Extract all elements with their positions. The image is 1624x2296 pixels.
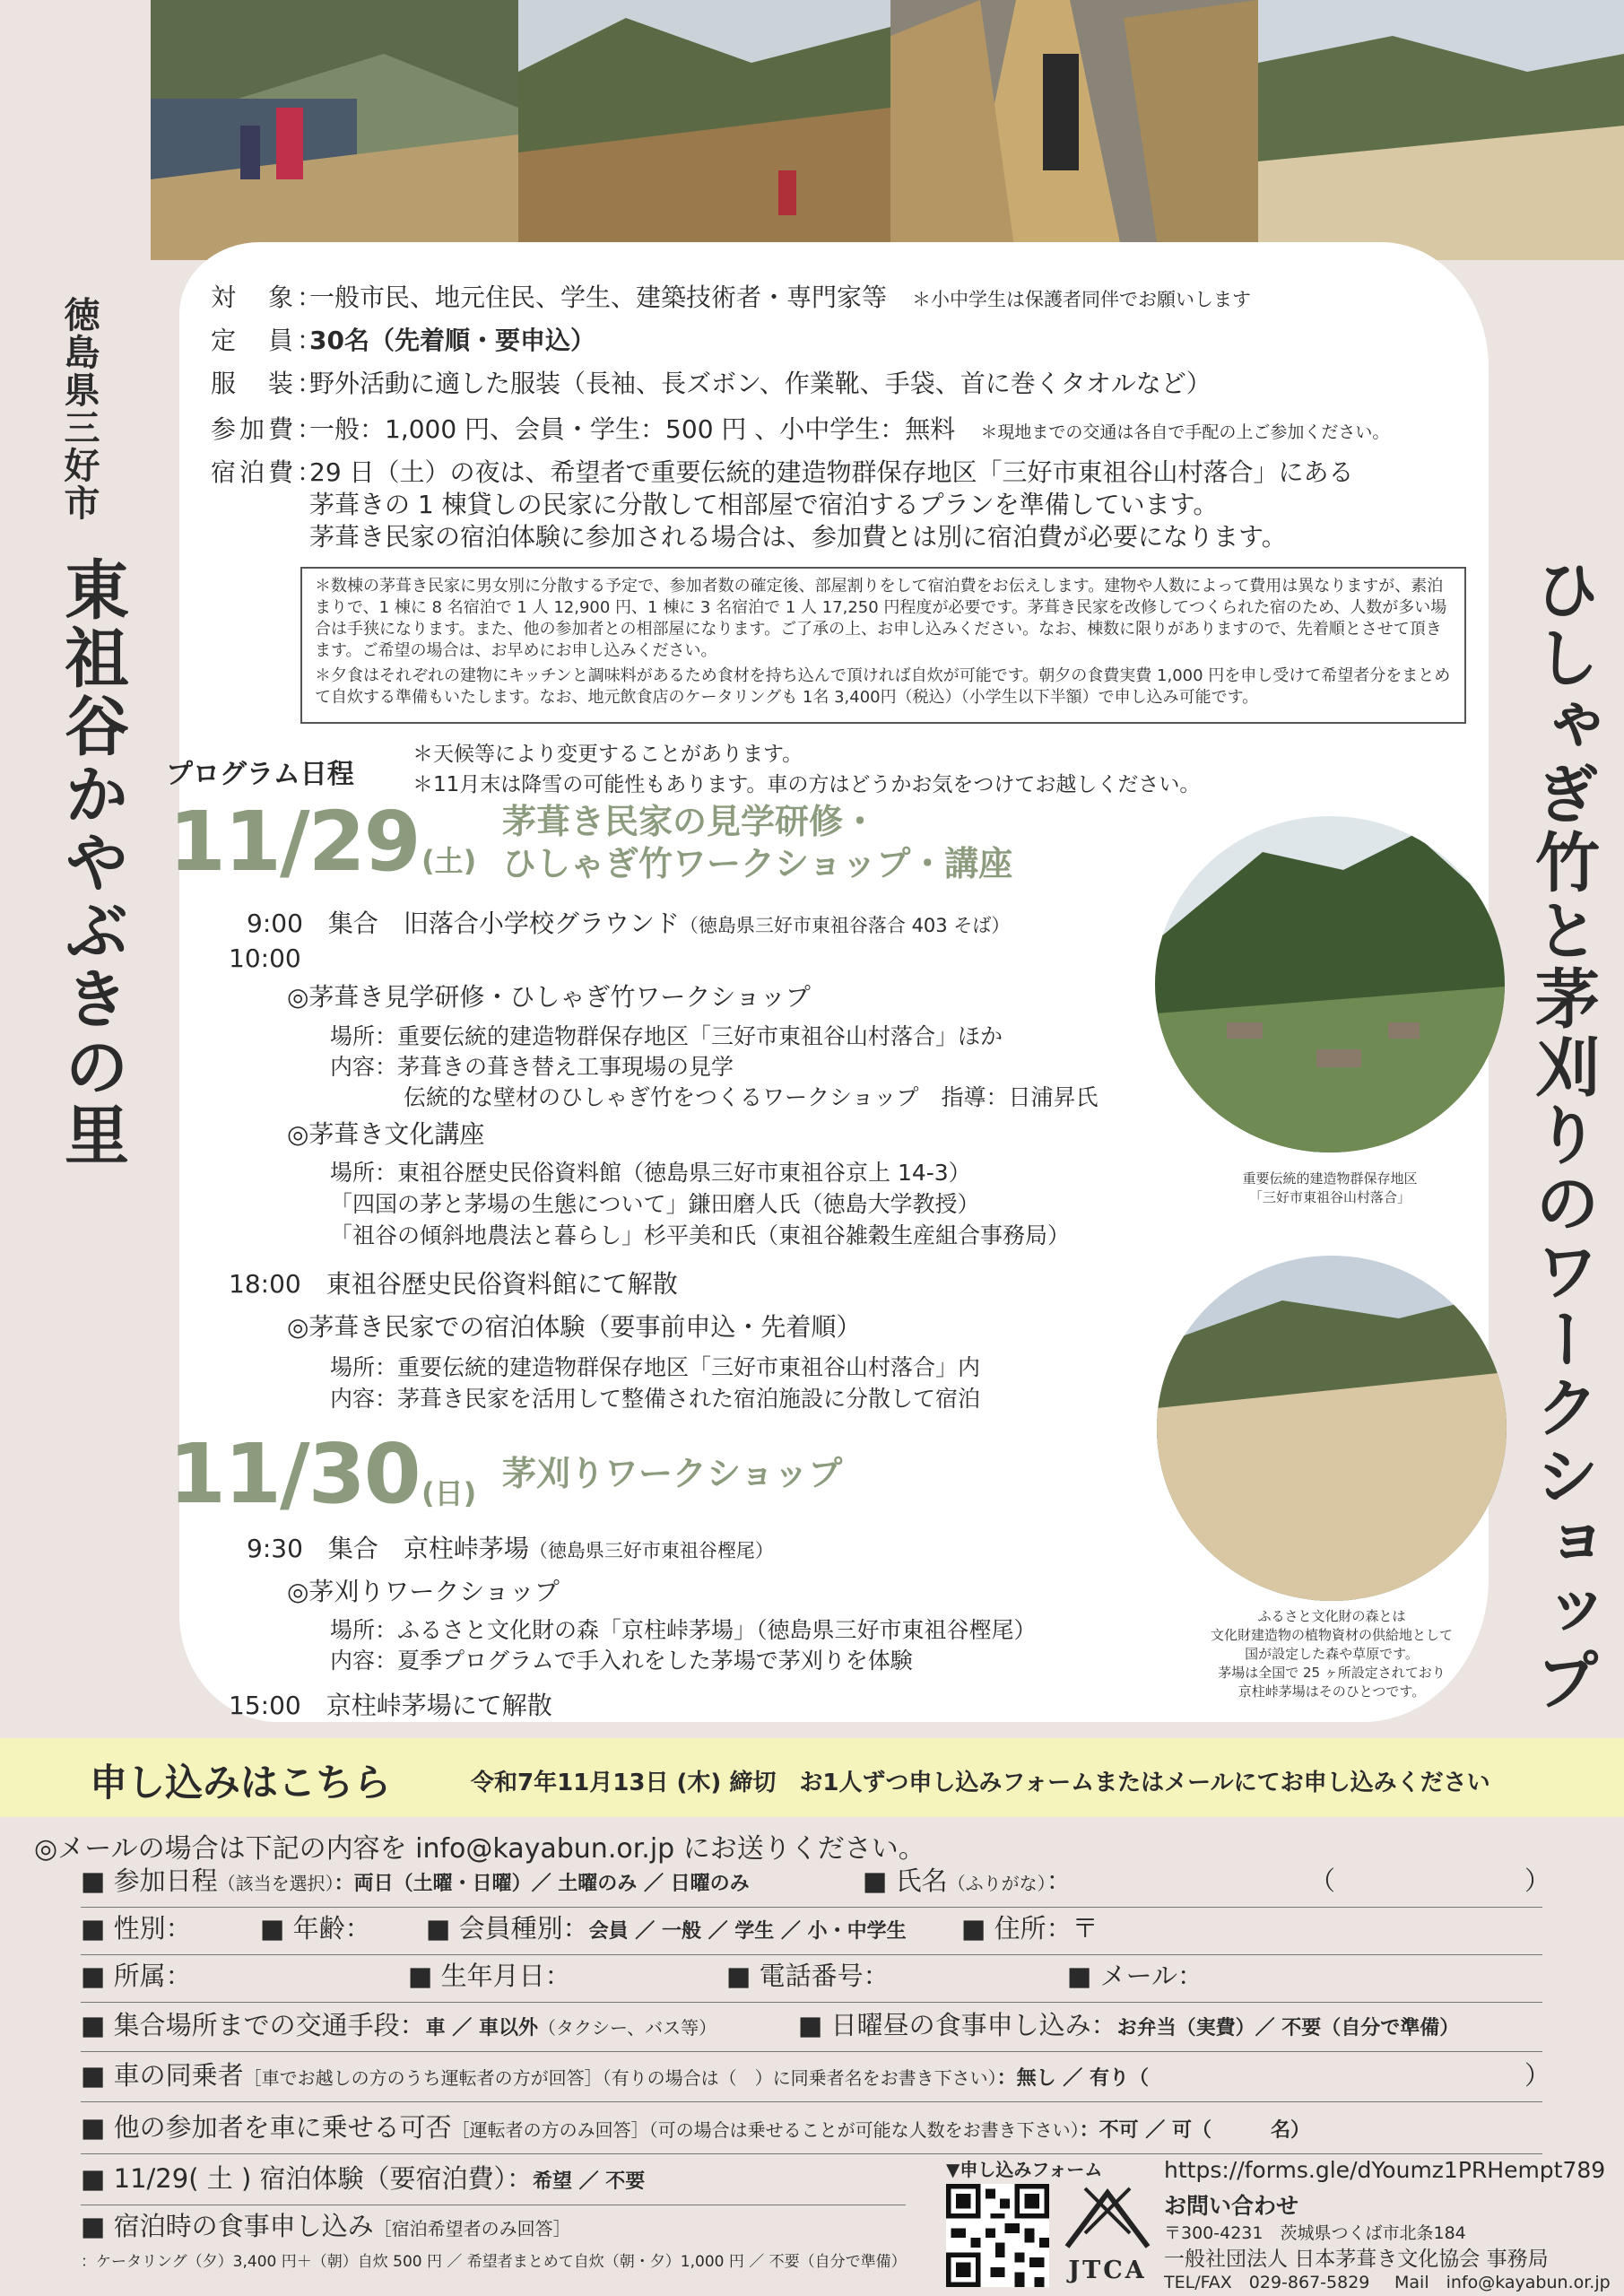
gender-label: ■ 性別： [81,1913,192,1944]
qr-code-icon[interactable] [946,2184,1049,2287]
schedule-hint: （該当を選択） [217,1873,334,1894]
email-label: ■ メール： [1067,1961,1204,1991]
info-lodging [211,456,1354,490]
form-row-transport [81,2005,1542,2052]
day1-line-10: 「祖谷の傾斜地農法と暮らし」杉平美和氏（東祖谷雑穀生産組合事務局） [330,1222,1071,1248]
apply-deadline: 令和7年11月13日 (木) 締切 お1人ずつ申し込みフォームまたはメールにてお申し込みください [471,1770,1490,1796]
day1-line-2: 10:00 [229,944,301,973]
ride-share-options: ：不可 ／ 可（ 名） [1079,2119,1310,2142]
lodging-notice-box [300,567,1466,724]
name-colon: ： [1046,1866,1073,1896]
form-url[interactable]: https://forms.gle/dYoumz1PRHempt789 [1164,2157,1606,2183]
day1-line-7: ◎茅葺き文化講座 [287,1119,485,1149]
venue-title: 東祖谷かやぶきの里 [54,556,129,1170]
day1-l1-text: 9:00 集合 旧落合小学校グラウンド [247,909,680,938]
day2-line-5: 15:00 京柱峠茅場にて解散 [229,1691,552,1720]
notice-paragraph-2: ＊夕食はそれぞれの建物にキッチンと調味料があるため食材を持ち込んで頂ければ自炊が可能です。朝夕の食費実費 1,000 円を申し受けて希望者分をまとめて自炊する準備もいたします。なお、地元飲食店のケータリングも 1名 3,400円（税込）（小学生以下半額）で申し込み可能です。 [315,666,1451,707]
info-fee [211,413,1389,449]
age-label: ■ 年齢： [260,1913,371,1944]
day1-dow: (土) [421,844,477,878]
day1-line-9: 「四国の茅と茅場の生態について」鎌田磨人氏（徳島大学教授） [330,1191,980,1217]
target-note: ＊小中学生は保護者同伴でお願いします [912,289,1252,310]
apply-title: 申し込みはこちら [90,1761,392,1805]
photo-valley [518,0,890,260]
schedule-label: ■ 参加日程 [81,1866,218,1896]
photo-kyobashira-meadow [1157,1256,1507,1601]
photo-sheaves [890,0,1258,260]
day1-line-14: 内容：茅葺き民家を活用して整備された宿泊施設に分散して宿泊 [330,1386,981,1412]
photo-ochiai-village [1155,816,1505,1152]
event-title: ひしゃぎ竹と茅刈りのワークショップ [1524,556,1600,1715]
day2-l1-note: （徳島県三好市東祖谷樫尾） [528,1540,774,1561]
dress-value: 野外活動に適した服装（長袖、長ズボン、作業靴、手袋、首に巻くタオルなど） [309,369,1211,398]
name-paren-open: （ [1309,1866,1336,1896]
day2-line-2: ◎茅刈りワークショップ [287,1577,560,1606]
schedule-options: ：両日（土曜・日曜）／ 土曜のみ ／ 日曜のみ [334,1873,750,1895]
info-target [211,281,1251,317]
name-label: ■ 氏名 [863,1866,948,1896]
photo-villagers [151,0,518,260]
transport-hint: （タクシー、バス等） [537,2017,717,2039]
lodging-label: 宿泊費： [211,457,326,487]
day1-date: 11/29 [169,794,420,890]
ride-share-hint: ［運転者の方のみ回答］（可の場合は乗せることが可能な人数をお書き下さい） [451,2119,1080,2141]
lunch-label: ■ 日曜昼の食事申し込み： [798,2010,1117,2040]
day1-line-8: 場所：東祖谷歴史民俗資料館（徳島県三好市東祖谷京上 14-3） [330,1160,971,1186]
passenger-label: ■ 車の同乗者 [81,2060,244,2091]
name-paren-close: ） [1524,1866,1551,1896]
caption-kyobashira-5: 京柱峠茅場はそのひとつです。 [1238,1683,1426,1700]
fee-note: ＊現地までの交通は各自で手配の上ご参加ください。 [980,422,1390,442]
caption-kyobashira-1: ふるさと文化財の森とは [1257,1608,1406,1624]
postal-mark: 〒 [1072,1913,1099,1944]
ride-share-label: ■ 他の参加者を車に乗せる可否 [81,2112,452,2143]
lunch-options: お弁当（実費）／ 不要（自分で準備） [1116,2017,1460,2039]
info-capacity [211,324,595,358]
day2-line-1 [247,1529,774,1565]
day2-title: 茅刈りワークショップ [502,1454,843,1493]
day2-l1-text: 9:30 集合 京柱峠茅場 [247,1534,529,1563]
day1-line-4: 場所：重要伝統的建造物群保存地区「三好市東祖谷山村落合」ほか [330,1023,1003,1049]
prefecture-label: 徳島県三好市 [58,296,100,522]
contact-heading: お問い合わせ [1164,2193,1299,2219]
member-type-options: 会員 ／ 一般 ／ 学生 ／ 小・中学生 [588,1920,907,1943]
lodging-exp-label: ■ 11/29( 土 ) 宿泊体験（要宿泊費）： [81,2163,533,2194]
day2-dow: (日) [421,1476,477,1510]
day2-line-4: 内容：夏季プログラムで手入れをした茅場で茅刈りを体験 [330,1648,913,1674]
form-row-contact [81,1956,1542,2003]
caption-kyobashira-4: 茅場は全国で 25 ヶ所設定されており [1218,1665,1446,1681]
name-hint: （ふりがな） [947,1873,1046,1894]
form-row-passengers [81,2056,1551,2102]
caption-kyobashira-3: 国が設定した森や草原です。 [1245,1646,1419,1662]
day2-line-3: 場所：ふるさと文化財の森「京柱峠茅場」（徳島県三好市東祖谷樫尾） [330,1617,1037,1643]
affiliation-label: ■ 所属： [81,1961,192,1991]
passenger-options: ：無し ／ 有り（ [996,2067,1149,2090]
day1-title-2: ひしゃぎ竹ワークショップ・講座 [502,844,1013,883]
contact-org: 一般社団法人 日本茅葺き文化協会 事務局 [1164,2248,1549,2271]
form-link-label: ▼申し込みフォーム [946,2159,1103,2180]
day1-line-5: 内容：茅葺きの葺き替え工事現場の見学 [330,1054,734,1080]
day1-line-3: ◎茅葺き見学研修・ひしゃぎ竹ワークショップ [287,982,811,1012]
transport-options: 車 ／ 車以外 [425,2017,538,2039]
form-row-meals [81,2206,906,2242]
meal-hint: ［宿泊希望者のみ回答］ [373,2218,571,2239]
day1-line-6: 伝統的な壁材のひしゃぎ竹をつくるワークショップ 指導：日浦昇氏 [404,1084,1099,1110]
info-lodging-2 [309,488,1218,522]
form-row-schedule [81,1861,1551,1908]
notice-paragraph-1: ＊数棟の茅葺き民家に男女別に分散する予定で、参加者数の確定後、部屋割りをして宿泊費をお伝えします。建物や人数によって費用は異なりますが、素泊まりで、1 棟に 8 名宿泊で 1 人 12,900 円、1 棟に 3 名宿泊で 1 人 17,250 円程度が必要です。茅葺き民家を改修してつくられた宿のため、人数が多い場合は手狭になります。また、他の参加者との相部屋になります。ご了承の上、お申し込みください。なお、棟数に限りがありますので、先着順とさせて頂きます。ご希望の場合は、お早めにお申し込みください。 [315,577,1447,660]
contact-tel: TEL/FAX 029-867-5829 [1164,2273,1370,2292]
caption-ochiai-2: 「三好市東祖谷山村落合」 [1248,1189,1411,1205]
jtca-logo-text: JTCA [1068,2257,1147,2284]
meal-options: ：ケータリング（夕）3,400 円＋（朝）自炊 500 円 ／ 希望者まとめて自炊（朝・夕）1,000 円 ／ 不要（自分で準備） [81,2253,907,2271]
fee-value: 一般：1,000 円、会員・学生：500 円 、小中学生：無料 [309,414,956,444]
caption-kyobashira [1166,1607,1498,1701]
capacity-label: 定 員： [211,326,326,355]
lodging-line1: 29 日（土）の夜は、希望者で重要伝統的建造物群保存地区「三好市東祖谷山村落合」にある [309,457,1354,487]
day1-line-12: ◎茅葺き民家での宿泊体験（要事前申込・先着順） [287,1312,862,1342]
jtca-logo [1058,2179,1157,2287]
day1-line-11: 18:00 東祖谷歴史民俗資料館にて解散 [229,1269,678,1299]
passenger-hint: ［車でお越しの方のうち運転者の方が回答］（有りの場合は（ ）に同乗者名をお書き下さい） [243,2067,997,2089]
caption-kyobashira-2: 文化財建造物の植物資材の供給地として [1210,1627,1453,1643]
form-row-profile [81,1909,1542,1955]
member-type-label: ■ 会員種別： [426,1913,589,1944]
capacity-value: 30名（先着順・要申込） [309,326,595,355]
day1-title-1: 茅葺き民家の見学研修・ [502,802,878,841]
address-label: ■ 住所： [961,1913,1073,1944]
birthdate-label: ■ 生年月日： [408,1961,571,1991]
program-note-1: ＊天候等により変更することがあります。 [413,743,803,766]
day1-line-1 [247,904,1010,940]
phone-label: ■ 電話番号： [726,1961,890,1991]
day1-line-13: 場所：重要伝統的建造物群保存地区「三好市東祖谷山村落合」内 [330,1354,981,1380]
day2-date: 11/30 [169,1426,420,1522]
caption-ochiai [1182,1170,1478,1207]
lodging-line2: 茅葺きの 1 棟貸しの民家に分散して相部屋で宿泊するプランを準備しています。 [309,490,1219,519]
lodging-line3: 茅葺き民家の宿泊体験に参加される場合は、参加費とは別に宿泊費が必要になります。 [309,522,1287,552]
transport-label: ■ 集合場所までの交通手段： [81,2010,426,2040]
day1-l1-note: （徳島県三好市東祖谷落合 403 そば） [679,915,1011,936]
dress-label: 服 装： [211,369,326,398]
info-lodging-3 [309,520,1287,554]
program-heading: プログラム日程 [166,759,354,790]
target-label: 対 象： [211,283,326,312]
form-row-lodging [81,2159,906,2205]
contact-postal: 〒300-4231 茨城県つくば市北条184 [1164,2223,1466,2243]
meal-label: ■ 宿泊時の食事申し込み [81,2211,374,2241]
photo-susuki-field [1258,0,1624,260]
fee-label: 参加費： [211,414,326,444]
lodging-exp-options: 希望 ／ 不要 [532,2170,646,2193]
program-note-2: ＊11月末は降雪の可能性もあります。車の方はどうかお気をつけてお越しください。 [413,773,1201,796]
passenger-paren-close: ） [1524,2060,1551,2091]
caption-ochiai-1: 重要伝統的建造物群保存地区 [1242,1170,1418,1187]
mail-instructions: ◎メールの場合は下記の内容を info@kayabun.or.jp にお送りください。 [34,1833,925,1865]
contact-mail[interactable]: Mail info@kayabun.or.jp [1394,2273,1611,2292]
form-row-ride-share [81,2108,1542,2154]
info-dress [211,367,1211,401]
target-value: 一般市民、地元住民、学生、建築技術者・専門家等 [309,283,888,312]
